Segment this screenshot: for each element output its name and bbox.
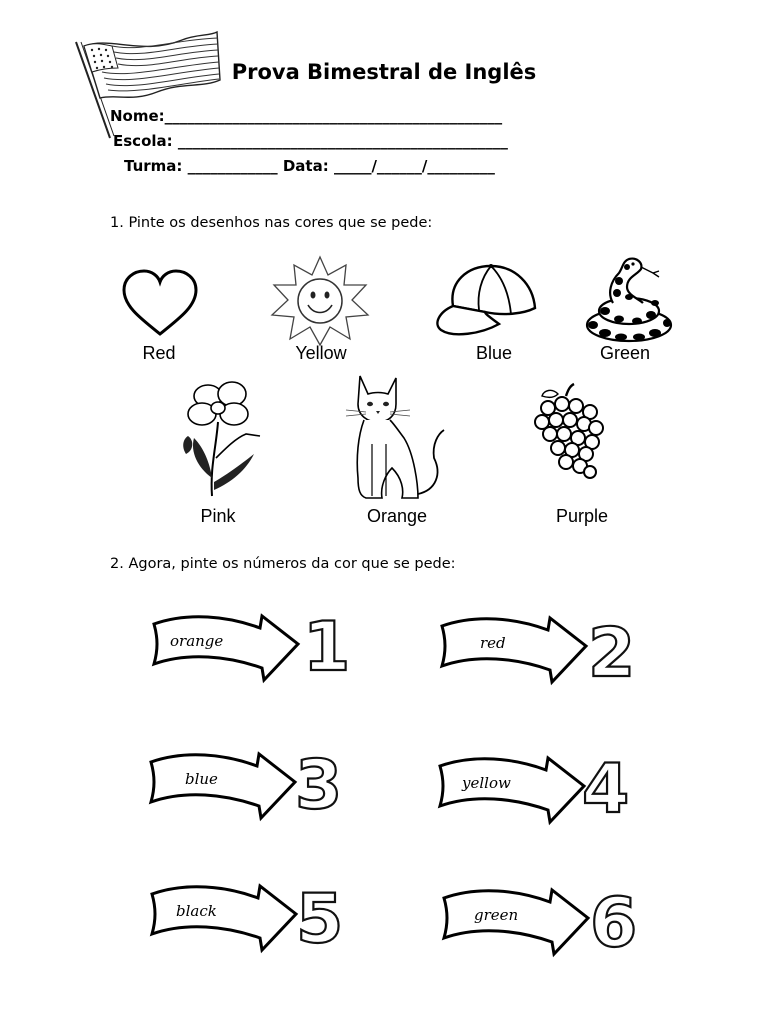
heart-icon <box>120 268 200 338</box>
arrow-1-word: orange <box>170 632 224 650</box>
snake-icon <box>583 253 675 345</box>
question-2-text: 2. Agora, pinte os números da cor que se pede: <box>110 556 456 572</box>
arrow-5 <box>146 880 356 960</box>
arrow-2-word: red <box>480 634 506 652</box>
arrow-4-word: yellow <box>462 774 511 792</box>
arrow-4 <box>434 752 644 832</box>
sun-icon <box>268 255 372 345</box>
page-title: Prova Bimestral de Inglês <box>231 60 537 84</box>
name-field[interactable]: Nome:_____________________________________________ <box>110 107 503 125</box>
caption-pink: Pink <box>200 506 236 526</box>
caption-green: Green <box>599 343 651 363</box>
arrow-3 <box>145 748 355 828</box>
arrow-6-word: green <box>474 906 519 924</box>
class-date-field[interactable]: Turma: ____________ Data: _____/______/_________ <box>124 157 495 175</box>
cat-icon <box>346 374 446 502</box>
question-1-text: 1. Pinte os desenhos nas cores que se pede: <box>110 215 433 231</box>
caption-blue: Blue <box>475 343 513 363</box>
flag-icon <box>72 32 222 142</box>
arrow-6 <box>438 884 648 964</box>
caption-purple: Purple <box>555 506 609 526</box>
cap-icon <box>433 262 539 338</box>
number-4: 4 <box>582 750 630 829</box>
flower-icon <box>180 378 270 498</box>
grapes-icon <box>534 382 606 488</box>
number-6: 6 <box>590 884 638 963</box>
number-5: 5 <box>296 880 344 959</box>
caption-red: Red <box>142 343 176 363</box>
arrow-3-word: blue <box>185 770 218 788</box>
number-2: 2 <box>588 614 636 693</box>
arrow-1 <box>148 608 351 692</box>
caption-orange: Orange <box>366 506 428 526</box>
arrow-5-word: black <box>176 902 217 920</box>
school-field[interactable]: Escola: ____________________________________________ <box>113 132 508 150</box>
number-3: 3 <box>295 746 343 825</box>
number-1: 1 <box>303 608 351 687</box>
caption-yellow: Yellow <box>295 343 347 363</box>
arrow-2 <box>436 612 646 692</box>
